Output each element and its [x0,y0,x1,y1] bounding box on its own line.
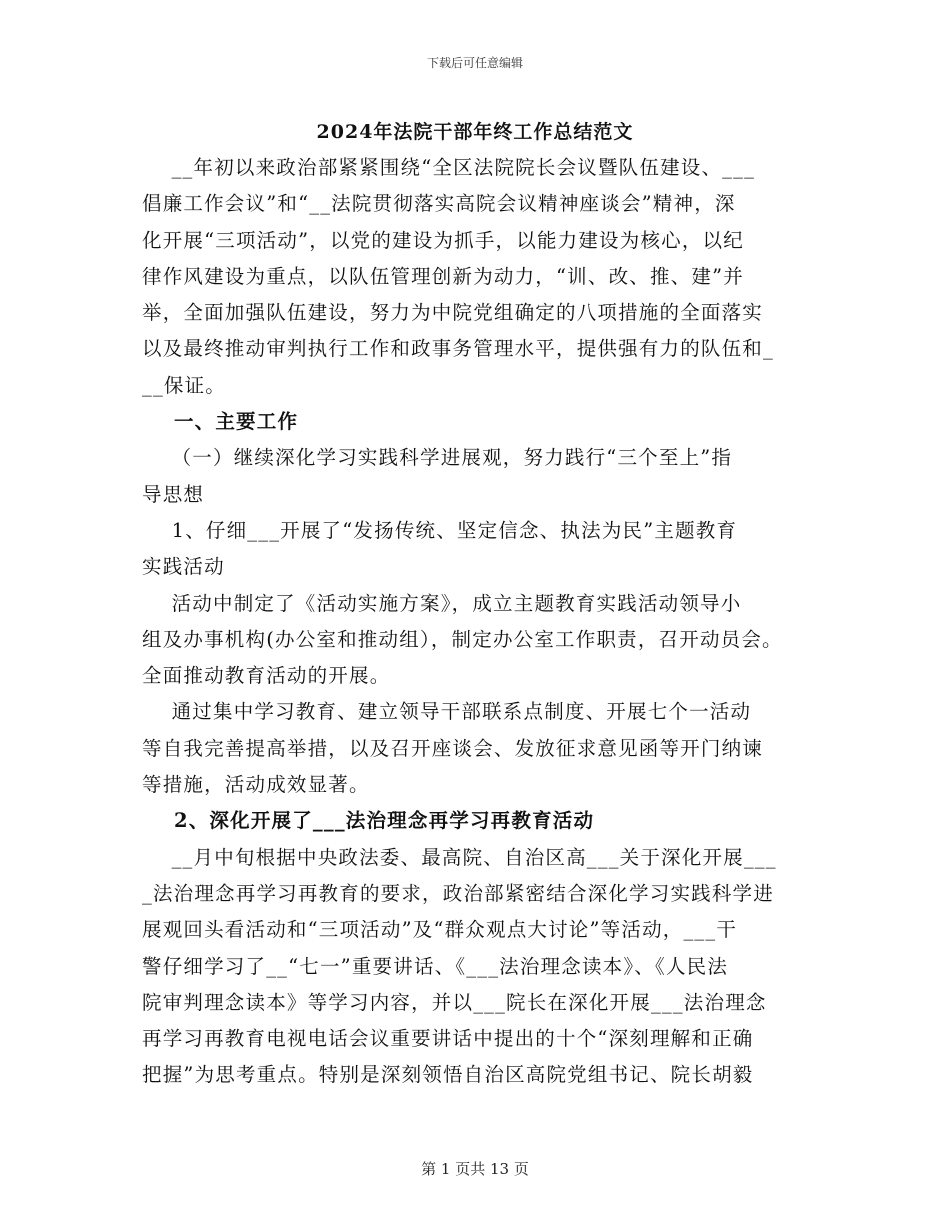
paragraph-line: （一）继续深化学习实践科学进展观，努力践行“三个至上”指 [142,446,733,470]
paragraph-line: 组及办事机构(办公室和推动组），制定办公室工作职责，召开动员会。 [142,627,783,651]
section-heading-line: 一、主要工作 [142,410,299,434]
paragraph-line: 导思想 [142,482,205,506]
section-heading-line: 2、深化开展了___法治理念再学习再教育活动 [142,809,595,833]
paragraph-line: 院审判理念读本》等学习内容，并以___院长在深化开展___法治理念 [142,990,767,1014]
page-header-note: 下载后可任意编辑 [426,56,523,70]
paragraph-line: __保证。 [142,373,227,397]
paragraph-line: 警仔细学习了__“七一”重要讲话、《___法治理念读本》、《人民法 [142,954,729,978]
paragraph-line: _法治理念再学习再教育的要求，政治部紧密结合深化学习实践科学进 [142,881,774,905]
paragraph-line: __年初以来政治部紧紧围绕“全区法院院长会议暨队伍建设、___ [142,156,756,179]
paragraph-line: 通过集中学习教育、建立领导干部联系点制度、开展七个一活动 [142,700,752,724]
paragraph-line: 展观回头看活动和“三项活动”及“群众观点大讨论”等活动，___干 [142,918,738,942]
paragraph-line: 等自我完善提高举措，以及召开座谈会、发放征求意见函等开门纳谏 [142,736,764,760]
paragraph-line: 1、仔细___开展了“发扬传统、坚定信念、执法为民”主题教育 [142,518,738,542]
paragraph-line: 全面推动教育活动的开展。 [142,664,391,688]
paragraph-line: __月中旬根据中央政法委、最高院、自治区高___关于深化开展___ [142,845,777,869]
paragraph-line: 倡廉工作会议”和“__法院贯彻落实高院会议精神座谈会”精神，深 [142,192,736,216]
paragraph-line: 等措施，活动成效显著。 [142,773,370,797]
document-title: 2024年法院干部年终工作总结范文 [316,121,634,143]
paragraph-line: 化开展“三项活动”，以党的建设为抓手，以能力建设为核心，以纪 [142,228,744,252]
paragraph-line: 实践活动 [142,555,225,579]
page-footer-label: 第 1 页共 13 页 [421,1160,529,1178]
paragraph-line: 以及最终推动审判执行工作和政事务管理水平，提供强有力的队伍和_ [142,337,774,361]
document-body [142,150,817,1094]
paragraph-line: 再学习再教育电视电话会议重要讲话中提出的十个“深刻理解和正确 [142,1027,754,1051]
paragraph-line: 举，全面加强队伍建设，努力为中院党组确定的八项措施的全面落实 [142,301,764,325]
paragraph-line: 律作风建设为重点，以队伍管理创新为动力，“训、改、推、建”并 [142,264,744,288]
paragraph-line: 把握”为思考重点。特别是深刻领悟自治区高院党组书记、院长胡毅 [142,1063,754,1087]
paragraph-line: 活动中制定了《活动实施方案》，成立主题教育实践活动领导小 [142,591,742,615]
